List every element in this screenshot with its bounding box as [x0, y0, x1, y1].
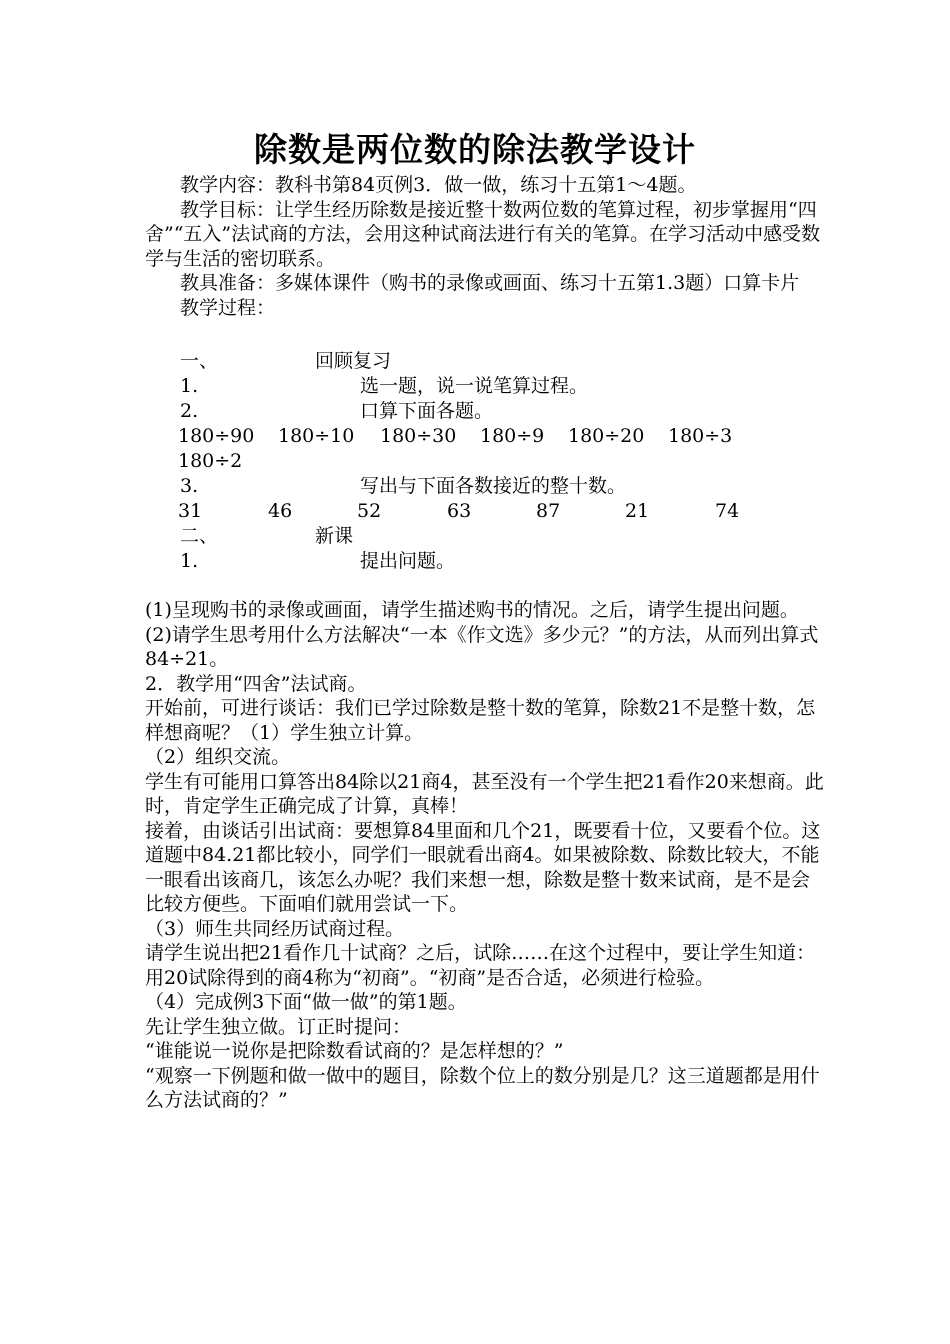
body-paragraph: “观察一下例题和做一做中的题目，除数个位上的数分别是几？这三道题都是用什么方法试商的？”	[145, 1064, 820, 1111]
body-paragraph: (2)请学生思考用什么方法解决“一本《作文选》多少元？”的方法，从而列出算式84÷21。	[145, 623, 819, 670]
review-item-1-number: 1.	[180, 375, 199, 397]
oral-calc: 180÷30	[380, 425, 457, 447]
oral-calc: 180÷20	[568, 425, 645, 447]
number-item: 21	[625, 500, 650, 522]
body-paragraph: （2）组织交流。	[145, 746, 291, 768]
oral-calc: 180÷3	[668, 425, 733, 447]
oral-calc: 180÷2	[178, 450, 243, 472]
review-item-3-number: 3.	[180, 475, 199, 497]
page-title: 除数是两位数的除法教学设计	[254, 130, 696, 169]
lesson-body	[145, 598, 825, 1113]
body-paragraph: 接着，由谈话引出试商：要想算84里面和几个21，既要看十位，又要看个位。这道题中84.21都比较小，同学们一眼就看出商4。如果被除数、除数比较大，不能一眼看出该商几，该怎么办呢？我们来想一想，除数是整十数来试商，是不是会比较方便些。下面咱们就用尝试一下。	[145, 819, 821, 915]
review-item-3-text: 写出与下面各数接近的整十数。	[360, 475, 627, 497]
number-item: 31	[178, 500, 203, 522]
review-item-2-number: 2.	[180, 400, 199, 422]
review-item-1-text: 选一题，说一说笔算过程。	[360, 375, 589, 397]
body-paragraph: 2．教学用“四舍”法试商。	[145, 672, 367, 695]
oral-calc: 180÷9	[480, 425, 545, 447]
body-paragraph: (1)呈现购书的录像或画面，请学生描述购书的情况。之后，请学生提出问题。	[145, 599, 799, 621]
body-paragraph: “谁能说一说你是把除数看试商的？是怎样想的？”	[145, 1040, 564, 1062]
number-item: 87	[536, 500, 561, 522]
teaching-process: 教学过程：	[180, 296, 276, 319]
body-paragraph: 先让学生独立做。订正时提问：	[145, 1015, 412, 1038]
lesson-item-1-text: 提出问题。	[360, 550, 456, 572]
lesson-item-1-number: 1.	[180, 550, 199, 572]
section2-heading: 新课	[315, 525, 354, 547]
number-item: 63	[447, 500, 472, 522]
number-item: 46	[268, 500, 293, 522]
intro-section	[145, 173, 825, 320]
body-paragraph: （3）师生共同经历试商过程。	[145, 917, 405, 940]
section1-number: 一、	[180, 350, 219, 372]
section1-heading: 回顾复习	[315, 350, 392, 372]
teaching-tools: 教具准备：多媒体课件（购书的录像或画面、练习十五第1.3题）口算卡片	[180, 272, 800, 294]
review-item-2-text: 口算下面各题。	[360, 400, 494, 422]
body-paragraph: 请学生说出把21看作几十试商？之后，试除……在这个过程中，要让学生知道：用20试除得到的商4称为“初商”。“初商”是否合适，必须进行检验。	[145, 942, 816, 989]
number-item: 52	[357, 500, 382, 522]
number-item: 74	[715, 500, 740, 522]
section2-number: 二、	[180, 525, 219, 547]
oral-calc: 180÷10	[278, 425, 355, 447]
body-paragraph: 学生有可能用口算答出84除以21商4，甚至没有一个学生把21看作20来想商。此时，肯定学生正确完成了计算，真棒！	[145, 770, 824, 817]
body-paragraph: 开始前，可进行谈话：我们已学过除数是整十数的笔算，除数21不是整十数，怎样想商呢？（1）学生独立计算。	[145, 697, 816, 744]
teaching-content: 教学内容：教科书第84页例3．做一做，练习十五第1～4题。	[180, 174, 697, 196]
body-paragraph: （4）完成例3下面“做一做”的第1题。	[145, 991, 467, 1013]
oral-calc: 180÷90	[178, 425, 255, 447]
teaching-goals: 教学目标：让学生经历除数是接近整十数两位数的笔算过程，初步掌握用“四舍”“五入”法试商的方法，会用这种试商法进行有关的笔算。在学习活动中感受数学与生活的密切联系。	[145, 198, 821, 270]
